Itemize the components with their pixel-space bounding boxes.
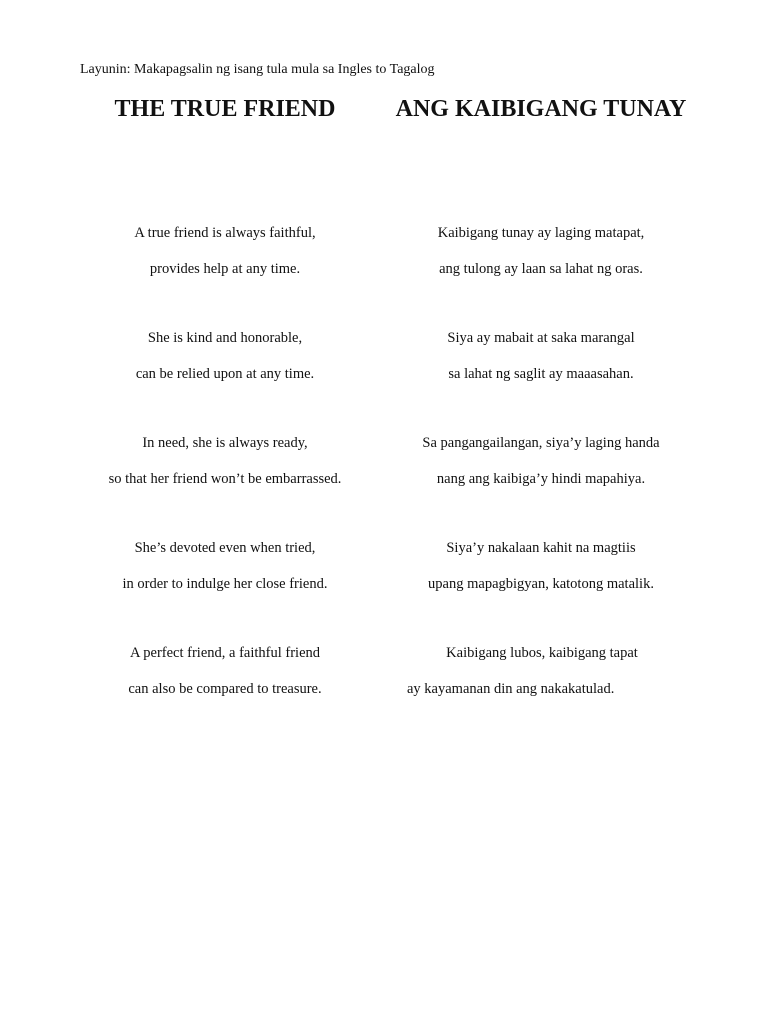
poem-line: can also be compared to treasure. [128, 681, 322, 697]
english-stanza-2 [60, 328, 390, 400]
poem-line: A true friend is always faithful, [134, 225, 316, 241]
poem-line: Kaibigang lubos, kaibigang tapat [446, 645, 638, 661]
poem-line: upang mapagbigyan, katotong matalik. [428, 576, 654, 592]
english-stanza-3 [60, 433, 390, 505]
tagalog-stanza-3 [376, 433, 706, 505]
poem-line: Kaibigang tunay ay laging matapat, [437, 225, 645, 241]
tagalog-poem-title: ANG KAIBIGANG TUNAY [395, 96, 687, 122]
poem-line: Sa pangangailangan, siya’y laging handa [422, 435, 660, 451]
tagalog-stanza-5 [376, 643, 706, 715]
tagalog-stanza-2 [376, 328, 706, 400]
poem-line: A perfect friend, a faithful friend [129, 645, 321, 661]
english-poem-title: THE TRUE FRIEND [114, 96, 336, 122]
poem-line: so that her friend won’t be embarrassed. [108, 471, 342, 487]
english-stanza-4 [60, 538, 390, 610]
english-stanza-1 [60, 223, 390, 295]
poem-line: Siya’y nakalaan kahit na magtiis [446, 540, 636, 556]
tagalog-stanza-1 [376, 223, 706, 295]
poem-line: She is kind and honorable, [147, 330, 303, 346]
poem-line: nang ang kaibiga’y hindi mapahiya. [436, 471, 646, 487]
poem-line: ang tulong ay laan sa lahat ng oras. [439, 261, 643, 277]
poem-line: in order to indulge her close friend. [122, 576, 328, 592]
objective-text: Layunin: Makapagsalin ng isang tula mula sa Ingles to Tagalog [80, 62, 435, 77]
poem-line: In need, she is always ready, [142, 435, 308, 451]
tagalog-stanza-4 [376, 538, 706, 610]
poem-line: sa lahat ng saglit ay maaasahan. [448, 366, 634, 382]
english-stanza-5 [60, 643, 390, 715]
poem-line: Siya ay mabait at saka marangal [447, 330, 635, 346]
poem-line: can be relied upon at any time. [135, 366, 315, 382]
poem-line: She’s devoted even when tried, [134, 540, 316, 556]
poem-line: ay kayamanan din ang nakakatulad. [407, 681, 615, 697]
poem-line: provides help at any time. [149, 261, 301, 277]
